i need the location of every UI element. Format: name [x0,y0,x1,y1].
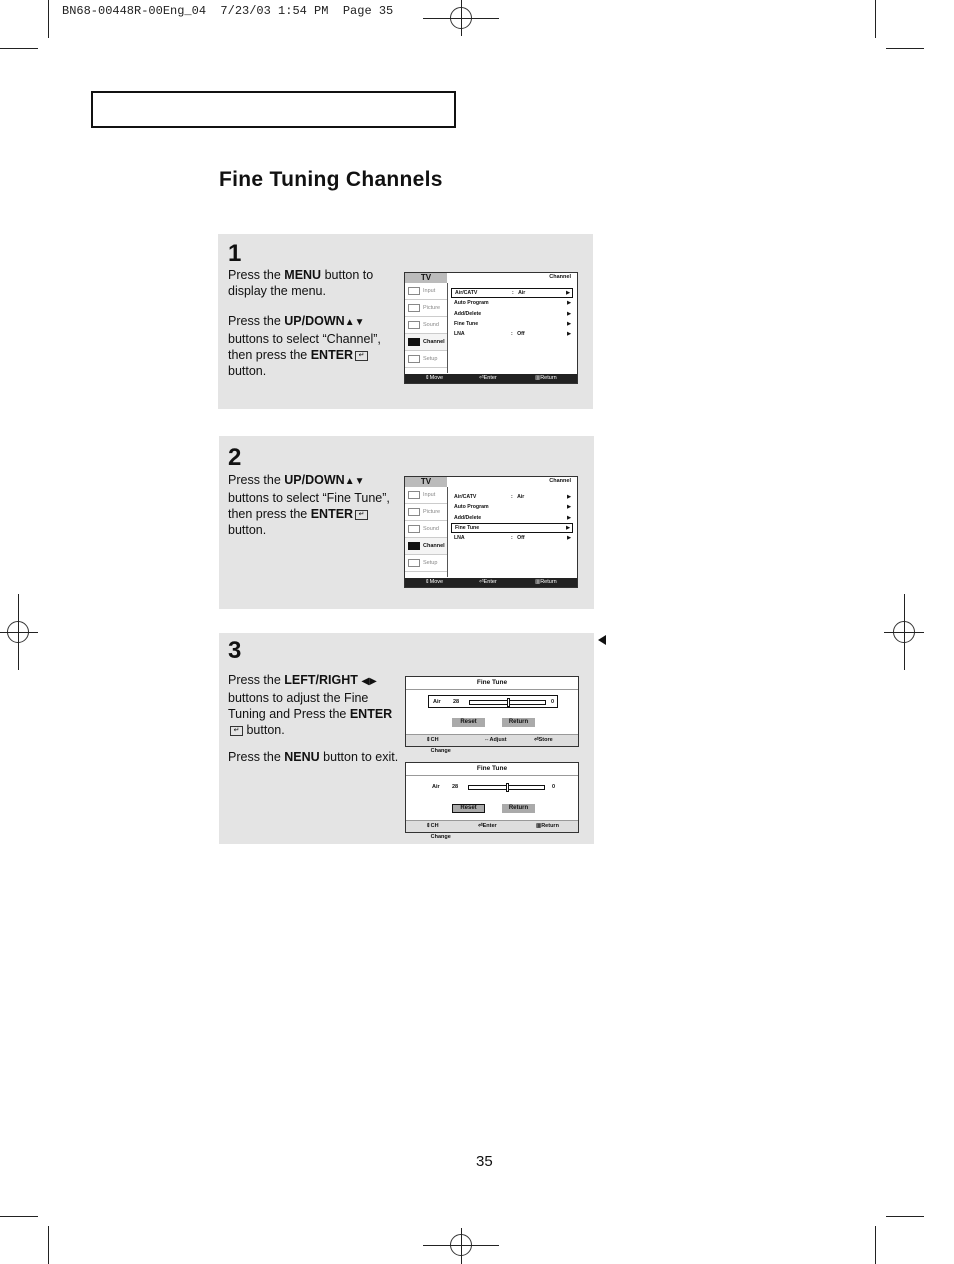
right-arrow-icon: ▶ [567,535,571,542]
instruction-paragraph: Press the UP/DOWN▲▼ buttons to select “Fine Tune”, then press the ENTER ↵ button. [228,473,390,537]
fine-tune-screen [405,762,579,840]
step-instructions [228,267,403,379]
instruction-paragraph: Press the MENU button to display the menu. [228,268,374,298]
menu-row-auto-program[interactable]: Auto Program ▶ [454,504,571,511]
setup-icon [408,559,420,567]
print-header: BN68-00448R-00Eng_04 7/23/03 1:54 PM Page 35 [62,4,394,18]
menu-row-fine-tune[interactable]: Fine Tune ▶ [451,523,573,533]
ch-change-hint: ⇕ CH Change [426,823,451,840]
crop-mark [18,594,19,670]
crop-mark [875,0,876,38]
page-title: Fine Tuning Channels [219,168,443,191]
menu-row-fine-tune[interactable]: Fine Tune ▶ [454,320,571,327]
crop-mark [461,1228,462,1264]
enter-hint: ⏎ Enter [479,579,497,585]
chapter-title-box [91,91,456,128]
setup-icon [408,355,420,363]
menu-footer [405,374,577,383]
menu-list [451,288,573,339]
fine-tune-screen [405,676,579,754]
step-2-panel [219,436,594,609]
right-arrow-icon: ▶ [566,290,570,296]
input-icon [408,287,420,295]
return-button[interactable]: Return [502,804,535,813]
enter-hint: ⏎ Enter [479,375,497,381]
left-right-arrows-icon: ◀▶ [361,676,377,687]
ch-change-hint: ⇕ CH Change [426,737,451,754]
right-arrow-icon: ▶ [567,320,571,327]
return-hint: ▥ Return [535,579,557,585]
right-arrow-icon: ▶ [566,524,570,531]
slider-knob[interactable] [507,698,510,707]
tv-menu-screen [404,476,578,588]
move-hint: ⇕ Move [425,579,444,585]
menu-row-lna[interactable]: LNA : Off ▶ [454,331,571,338]
enter-icon: ↵ [355,351,368,361]
picture-icon [408,508,420,516]
menu-row-auto-program[interactable]: Auto Program ▶ [454,300,571,307]
crop-mark [48,1226,49,1264]
menu-row-air-catv[interactable]: Air/CATV : Air ▶ [454,494,571,500]
reset-button[interactable]: Reset [452,718,485,727]
enter-icon: ↵ [355,510,368,520]
step-number: 1 [228,240,242,267]
sidebar-item-channel[interactable]: Channel [405,538,447,555]
menu-row-lna[interactable]: LNA : Off ▶ [454,535,571,542]
fine-tune-title: Fine Tune [406,763,578,776]
sidebar-item-input[interactable]: Input [405,283,447,300]
input-icon [408,491,420,499]
return-hint: ▥ Return [536,823,559,829]
menu-row-add-delete[interactable]: Add/Delete ▶ [454,514,571,521]
store-hint: ⏎ Store [534,737,553,743]
instruction-paragraph: Press the NENU button to exit. [228,750,399,764]
step-instructions [228,672,403,765]
tv-menu-screen [404,272,578,384]
slider-knob[interactable] [506,783,509,792]
step-instructions [228,472,403,538]
tv-label: TV [405,273,447,283]
step-1-panel [218,234,593,409]
fine-tune-slider[interactable]: Air 28 0 [428,695,558,708]
enter-hint: ⏎ Enter [478,823,497,829]
menu-row-air-catv[interactable]: Air/CATV : Air ▶ [451,288,573,298]
fine-tune-footer [406,820,578,840]
fine-tune-footer [406,734,578,754]
fine-tune-title: Fine Tune [406,677,578,690]
adjust-hint: ⇔ Adjust [484,737,507,743]
instruction-paragraph: Press the UP/DOWN▲▼ buttons to select “Channel”, then press the ENTER ↵ button. [228,314,381,378]
crop-mark [461,0,462,36]
sidebar-item-input[interactable]: Input [405,487,447,504]
right-arrow-icon: ▶ [567,494,571,500]
move-hint: ⇕ Move [425,375,444,381]
right-arrow-icon: ▶ [567,514,571,521]
return-button[interactable]: Return [502,718,535,727]
step-number: 2 [228,444,242,471]
page-number: 35 [476,1153,493,1170]
reset-button[interactable]: Reset [452,804,485,813]
crop-mark [0,1216,38,1217]
menu-sidebar [405,487,448,577]
sidebar-item-sound[interactable]: Sound [405,317,447,334]
instruction-paragraph: Press the LEFT/RIGHT ◀▶ buttons to adjust the Fine Tuning and Press the ENTER↵ button. [228,673,393,737]
crop-mark [875,1226,876,1264]
crop-mark [48,0,49,38]
crop-mark [886,48,924,49]
step-3-panel [219,633,594,844]
sidebar-item-picture[interactable]: Picture [405,300,447,317]
return-hint: ▥ Return [535,375,557,381]
fine-tune-slider[interactable]: Air 28 0 [432,784,555,790]
sidebar-item-sound[interactable]: Sound [405,521,447,538]
enter-icon: ↵ [230,726,243,736]
speaker-icon [408,525,420,533]
speaker-icon [408,321,420,329]
menu-list [451,492,573,543]
sidebar-item-picture[interactable]: Picture [405,504,447,521]
tv-label: TV [405,477,447,487]
right-arrow-icon: ▶ [567,300,571,307]
menu-channel-label: Channel [549,478,571,484]
right-arrow-icon: ▶ [567,331,571,338]
left-arrow-icon [598,635,606,645]
right-arrow-icon: ▶ [567,310,571,317]
antenna-icon [408,338,420,346]
sidebar-item-channel[interactable]: Channel [405,334,447,351]
up-down-arrows-icon: ▲▼ [344,476,365,487]
crop-mark [904,594,905,670]
picture-icon [408,304,420,312]
menu-channel-label: Channel [549,274,571,280]
crop-mark [0,632,38,633]
sidebar-item-setup[interactable]: Setup [405,555,447,572]
crop-mark [0,48,38,49]
menu-footer [405,578,577,587]
menu-sidebar [405,283,448,373]
menu-row-add-delete[interactable]: Add/Delete ▶ [454,310,571,317]
step-number: 3 [228,637,242,664]
antenna-icon [408,542,420,550]
up-down-arrows-icon: ▲▼ [344,317,365,328]
sidebar-item-setup[interactable]: Setup [405,351,447,368]
right-arrow-icon: ▶ [567,504,571,511]
crop-mark [886,1216,924,1217]
